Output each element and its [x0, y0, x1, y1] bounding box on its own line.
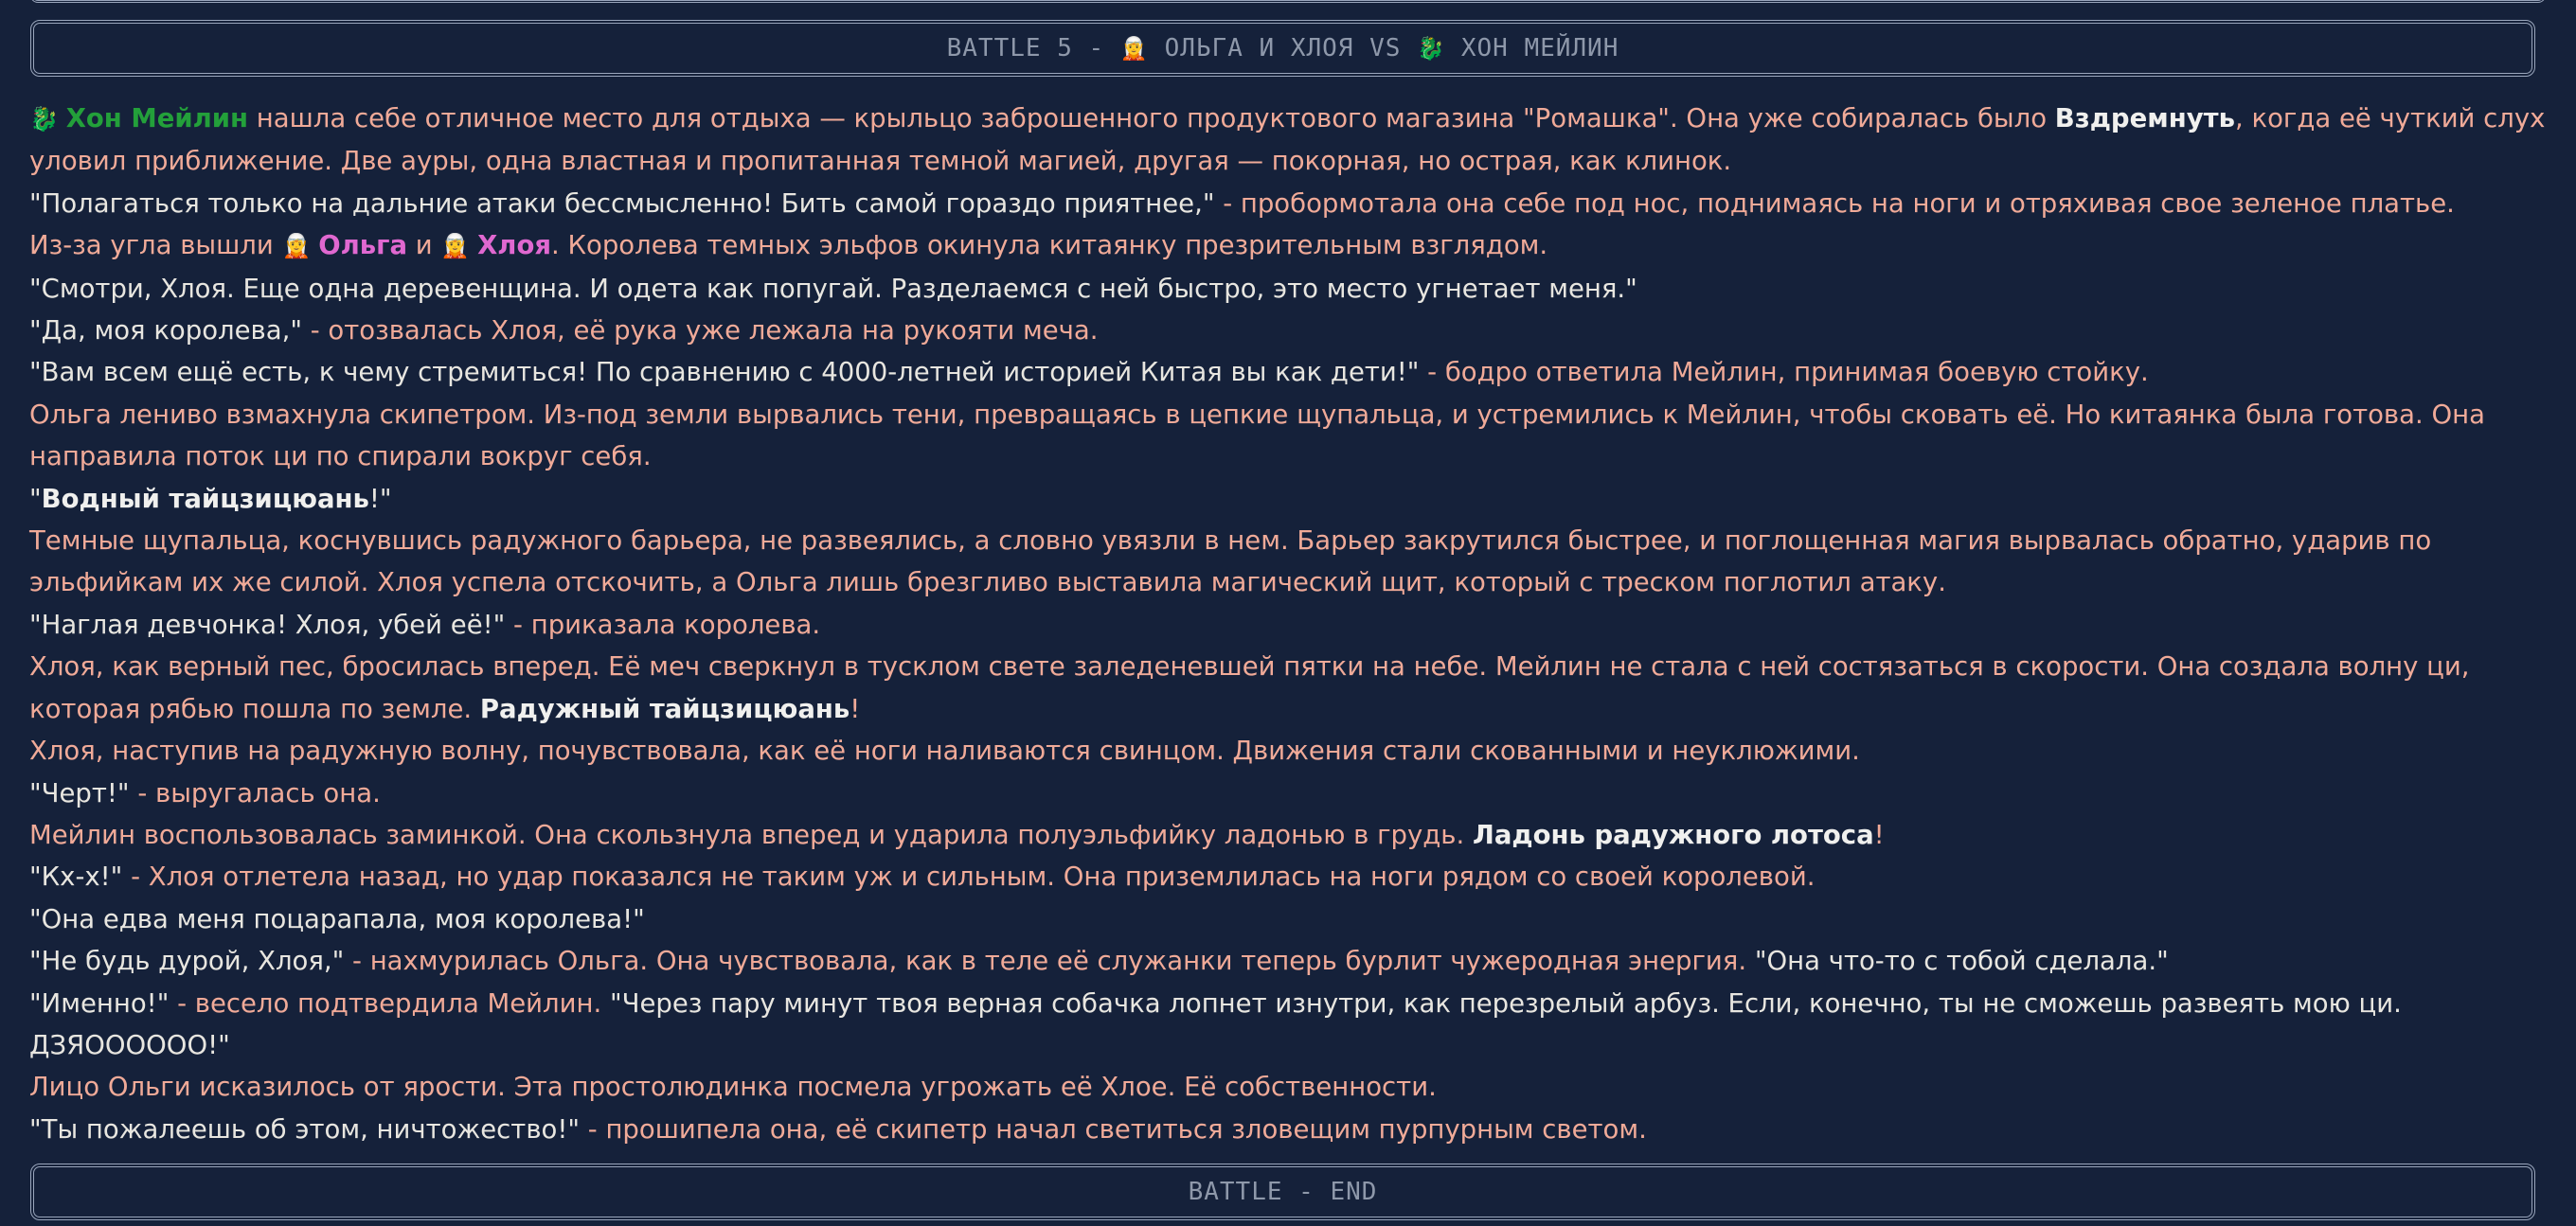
narration-text: !	[1873, 819, 1885, 850]
dialogue-text: "Она что-то с тобой сделала."	[1754, 946, 2169, 977]
banner-opponent: ХОН МЕЙЛИН	[1445, 34, 1619, 62]
narration-text: !	[850, 693, 861, 724]
story-paragraph	[29, 351, 2549, 393]
narration-text: - отозвалась Хлоя, её рука уже лежала на рукояти меча.	[302, 315, 1099, 346]
narration-text: - весело подтвердила Мейлин.	[169, 987, 610, 1019]
narration-text: - пробормотала она себе под нос, поднимаясь на ноги и отряхивая свое зеленое платье.	[1214, 187, 2455, 219]
dialogue-text: "Да, моя королева,"	[29, 315, 302, 346]
story-paragraph	[29, 224, 2549, 267]
dialogue-text: "Через пару минут твоя верная собачка лопнет изнутри, как перезрелый арбуз. Если, конечно, ты не сможешь развеять мою ци. ДЗЯОООООО!"	[29, 987, 2402, 1060]
story-paragraph	[29, 394, 2549, 478]
skill-name: Радужный тайцзицюань	[479, 693, 850, 724]
dialogue-text: "Именно!"	[29, 987, 170, 1019]
banner-team: ОЛЬГА И ХЛОЯ VS	[1148, 34, 1418, 62]
elf-icon: 🧝	[1119, 35, 1149, 62]
skill-name: Водный тайцзицюань	[41, 483, 369, 514]
dialogue-text: "Смотри, Хлоя. Еще одна деревенщина. И одета как попугай. Разделаемся с ней быстро, это место угнетает меня."	[29, 273, 1637, 304]
narration-text: Хлоя, наступив на радужную волну, почувствовала, как её ноги наливаются свинцом. Движения стали скованными и неуклюжими.	[29, 736, 1860, 767]
skill-name: Вздремнуть	[2054, 103, 2235, 133]
story-paragraph	[29, 268, 2549, 310]
story-paragraph	[29, 310, 2549, 351]
narration-text: - бодро ответила Мейлин, принимая боевую стойку.	[1419, 357, 2149, 388]
dragon-icon: 🐉	[29, 105, 66, 133]
elf-icon: 🧝	[440, 232, 478, 260]
story-paragraph	[29, 604, 2549, 646]
story-paragraph	[29, 478, 2549, 520]
skill-name: Ладонь радужного лотоса	[1472, 819, 1874, 850]
dialogue-text: "Черт!"	[29, 777, 130, 808]
story-paragraph	[29, 1066, 2549, 1108]
narration-text: - прошипела она, её скипетр начал светиться зловещим пурпурным светом.	[580, 1113, 1647, 1145]
story-paragraph	[29, 814, 2549, 856]
narration-text: Темные щупальца, коснувшись радужного барьера, не развеялись, а словно увязли в нем. Барьер закрутился быстрее, и поглощенная магия вырвалась обратно, ударив по эльфийкам их же силой. Хлоя успела отскочить, а Ольга лишь брезгливо выставила магический щит, который с треском поглотил атаку.	[29, 525, 2432, 598]
battle-story	[29, 98, 2549, 1150]
narration-text: - Хлоя отлетела назад, но удар показался не таким уж и сильным. Она приземлилась на ноги рядом со своей королевой.	[122, 862, 1816, 893]
story-paragraph	[29, 1109, 2549, 1150]
narration-text: - нахмурилась Ольга. Она чувствовала, как в теле её служанки теперь бурлит чужеродная энергия.	[344, 946, 1755, 977]
dialogue-text: "Полагаться только на дальние атаки бессмысленно! Бить самой гораздо приятнее,"	[29, 187, 1215, 219]
narration-text: нашла себе отличное место для отдыха — крыльцо заброшенного продуктового магазина "Ромашка". Она уже собиралась было	[248, 103, 2055, 133]
narration-text: и	[407, 230, 441, 261]
battle-start-banner	[30, 20, 2535, 77]
dialogue-text: "Вам всем ещё есть, к чему стремиться! По сравнению с 4000-летней историей Китая вы как дети!"	[29, 357, 1420, 388]
narration-text: . Королева темных эльфов окинула китаянку презрительным взглядом.	[551, 230, 1548, 261]
story-paragraph	[29, 646, 2549, 730]
story-paragraph	[29, 183, 2549, 224]
narration-text: Из-за угла вышли	[29, 230, 282, 261]
previous-banner-edge	[30, 0, 2546, 3]
dialogue-text: "Наглая девчонка! Хлоя, убей её!"	[29, 609, 506, 640]
dialogue-text: "Кх-х!"	[29, 862, 123, 893]
story-paragraph	[29, 98, 2549, 183]
dialogue-text: !"	[368, 483, 392, 514]
narration-text: , когда её чуткий слух уловил приближение. Две ауры, одна властная и пропитанная темной магией, другая — покорная, но острая, как клинок.	[29, 103, 2546, 177]
narration-text: Мейлин воспользовалась заминкой. Она скользнула вперед и ударила полуэльфийку ладонью в грудь.	[29, 819, 1473, 850]
dragon-icon: 🐉	[1417, 35, 1446, 62]
character-name: Хон Мейлин	[65, 103, 249, 133]
battle-end-banner	[30, 1164, 2535, 1220]
story-paragraph	[29, 520, 2549, 604]
dialogue-text: "Она едва меня поцарапала, моя королева!"	[29, 903, 645, 934]
character-name: Хлоя	[477, 230, 551, 261]
story-paragraph	[29, 983, 2549, 1067]
narration-text: Лицо Ольги исказилось от ярости. Эта простолюдинка посмела угрожать её Хлое. Её собственности.	[29, 1072, 1437, 1103]
elf-icon: 🧝	[281, 232, 319, 260]
story-paragraph	[29, 730, 2549, 772]
story-paragraph	[29, 773, 2549, 814]
narration-text: - приказала королева.	[505, 609, 821, 640]
dialogue-text: "Не будь дурой, Хлоя,"	[29, 946, 345, 977]
dialogue-text: "Ты пожалеешь об этом, ничтожество!"	[29, 1113, 581, 1145]
dialogue-text: "	[29, 483, 42, 514]
banner-end-label: BATTLE - END	[1188, 1178, 1378, 1206]
story-paragraph	[29, 856, 2549, 897]
character-name: Ольга	[318, 230, 408, 261]
story-paragraph	[29, 940, 2549, 982]
banner-prefix: BATTLE 5 -	[946, 34, 1120, 62]
story-paragraph	[29, 898, 2549, 940]
narration-text: Ольга лениво взмахнула скипетром. Из-под земли вырвались тени, превращаясь в цепкие щупальца, и устремились к Мейлин, чтобы сковать её. Но китаянка была готова. Она направила поток ци по спирали вокруг себя.	[29, 399, 2485, 472]
narration-text: - выругалась она.	[129, 777, 381, 808]
narration-text: Хлоя, как верный пес, бросилась вперед. Её меч сверкнул в тусклом свете заледеневшей пятки на небе. Мейлин не стала с ней состязаться в скорости. Она создала волну ци, которая рябью пошла по земле.	[29, 651, 2470, 724]
